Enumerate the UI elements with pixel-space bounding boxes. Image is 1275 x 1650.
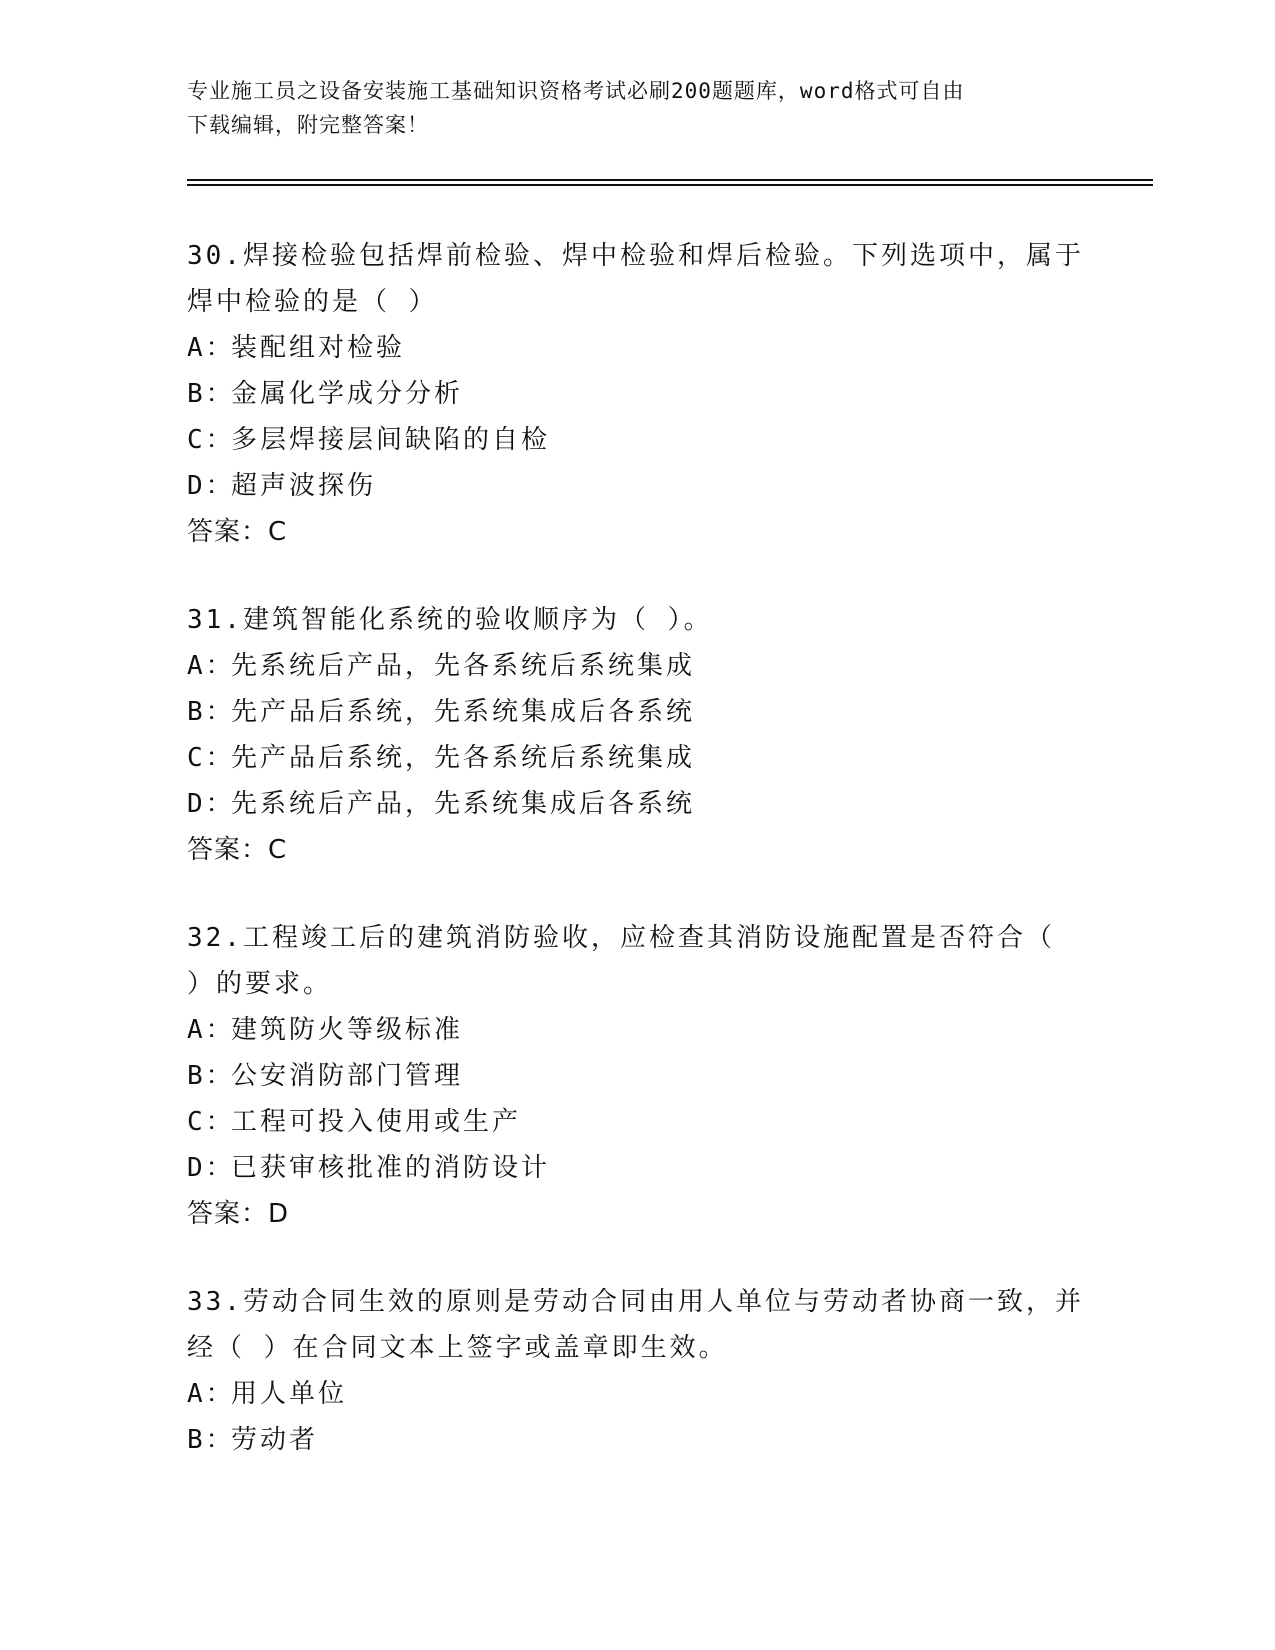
option-text: 金属化学成分分析 bbox=[231, 379, 464, 409]
option-d bbox=[187, 463, 1087, 509]
option-text: 装配组对检验 bbox=[231, 333, 406, 363]
question-31 bbox=[187, 597, 1087, 873]
question-stem: 30.焊接检验包括焊前检验、焊中检验和焊后检验。下列选项中，属于焊中检验的是（ ） bbox=[187, 241, 1084, 317]
answer-line: 答案：C bbox=[187, 835, 288, 865]
question-stem: 32.工程竣工后的建筑消防验收，应检查其消防设施配置是否符合（ ）的要求。 bbox=[187, 923, 1055, 999]
option-letter: A： bbox=[187, 1379, 235, 1409]
option-c bbox=[187, 417, 1087, 463]
header-divider-bottom bbox=[187, 184, 1153, 186]
question-30 bbox=[187, 233, 1087, 555]
option-text: 先产品后系统，先系统集成后各系统 bbox=[231, 697, 696, 727]
question-32 bbox=[187, 915, 1087, 1237]
option-a bbox=[187, 1007, 1087, 1053]
answer-line: 答案：C bbox=[187, 517, 288, 547]
option-letter: B： bbox=[187, 697, 235, 727]
option-b bbox=[187, 1417, 1087, 1463]
option-a bbox=[187, 1371, 1087, 1417]
option-b bbox=[187, 371, 1087, 417]
header-title-line-1: 专业施工员之设备安装施工基础知识资格考试必刷200题题库，word格式可自由 bbox=[187, 79, 965, 103]
option-c bbox=[187, 1099, 1087, 1145]
option-letter: D： bbox=[187, 471, 235, 501]
header-divider-top bbox=[187, 179, 1153, 181]
option-text: 先产品后系统，先各系统后系统集成 bbox=[231, 743, 696, 773]
option-b bbox=[187, 1053, 1087, 1099]
option-a bbox=[187, 325, 1087, 371]
answer-line: 答案：D bbox=[187, 1199, 290, 1229]
option-text: 公安消防部门管理 bbox=[231, 1061, 464, 1091]
option-letter: B： bbox=[187, 1425, 235, 1455]
option-text: 已获审核批准的消防设计 bbox=[231, 1153, 551, 1183]
header-title-line-2: 下载编辑，附完整答案！ bbox=[187, 113, 429, 137]
document-header bbox=[187, 74, 1087, 142]
option-text: 工程可投入使用或生产 bbox=[231, 1107, 522, 1137]
option-text: 多层焊接层间缺陷的自检 bbox=[231, 425, 551, 455]
option-letter: C： bbox=[187, 1107, 235, 1137]
question-stem: 31.建筑智能化系统的验收顺序为（ ）。 bbox=[187, 605, 713, 635]
option-a bbox=[187, 643, 1087, 689]
option-letter: D： bbox=[187, 789, 235, 819]
question-list bbox=[187, 233, 1087, 1505]
question-33 bbox=[187, 1279, 1087, 1463]
option-letter: C： bbox=[187, 425, 235, 455]
option-d bbox=[187, 1145, 1087, 1191]
option-text: 先系统后产品，先系统集成后各系统 bbox=[231, 789, 696, 819]
option-text: 超声波探伤 bbox=[231, 471, 377, 501]
option-letter: A： bbox=[187, 333, 235, 363]
option-letter: C： bbox=[187, 743, 235, 773]
option-letter: A： bbox=[187, 651, 235, 681]
option-text: 劳动者 bbox=[231, 1425, 319, 1455]
option-letter: B： bbox=[187, 379, 235, 409]
option-text: 建筑防火等级标准 bbox=[231, 1015, 464, 1045]
option-text: 用人单位 bbox=[231, 1379, 348, 1409]
option-letter: A： bbox=[187, 1015, 235, 1045]
option-letter: D： bbox=[187, 1153, 235, 1183]
question-stem: 33.劳动合同生效的原则是劳动合同由用人单位与劳动者协商一致，并经（ ）在合同文本上签字或盖章即生效。 bbox=[187, 1287, 1084, 1363]
option-c bbox=[187, 735, 1087, 781]
option-d bbox=[187, 781, 1087, 827]
option-text: 先系统后产品，先各系统后系统集成 bbox=[231, 651, 696, 681]
option-b bbox=[187, 689, 1087, 735]
option-letter: B： bbox=[187, 1061, 235, 1091]
